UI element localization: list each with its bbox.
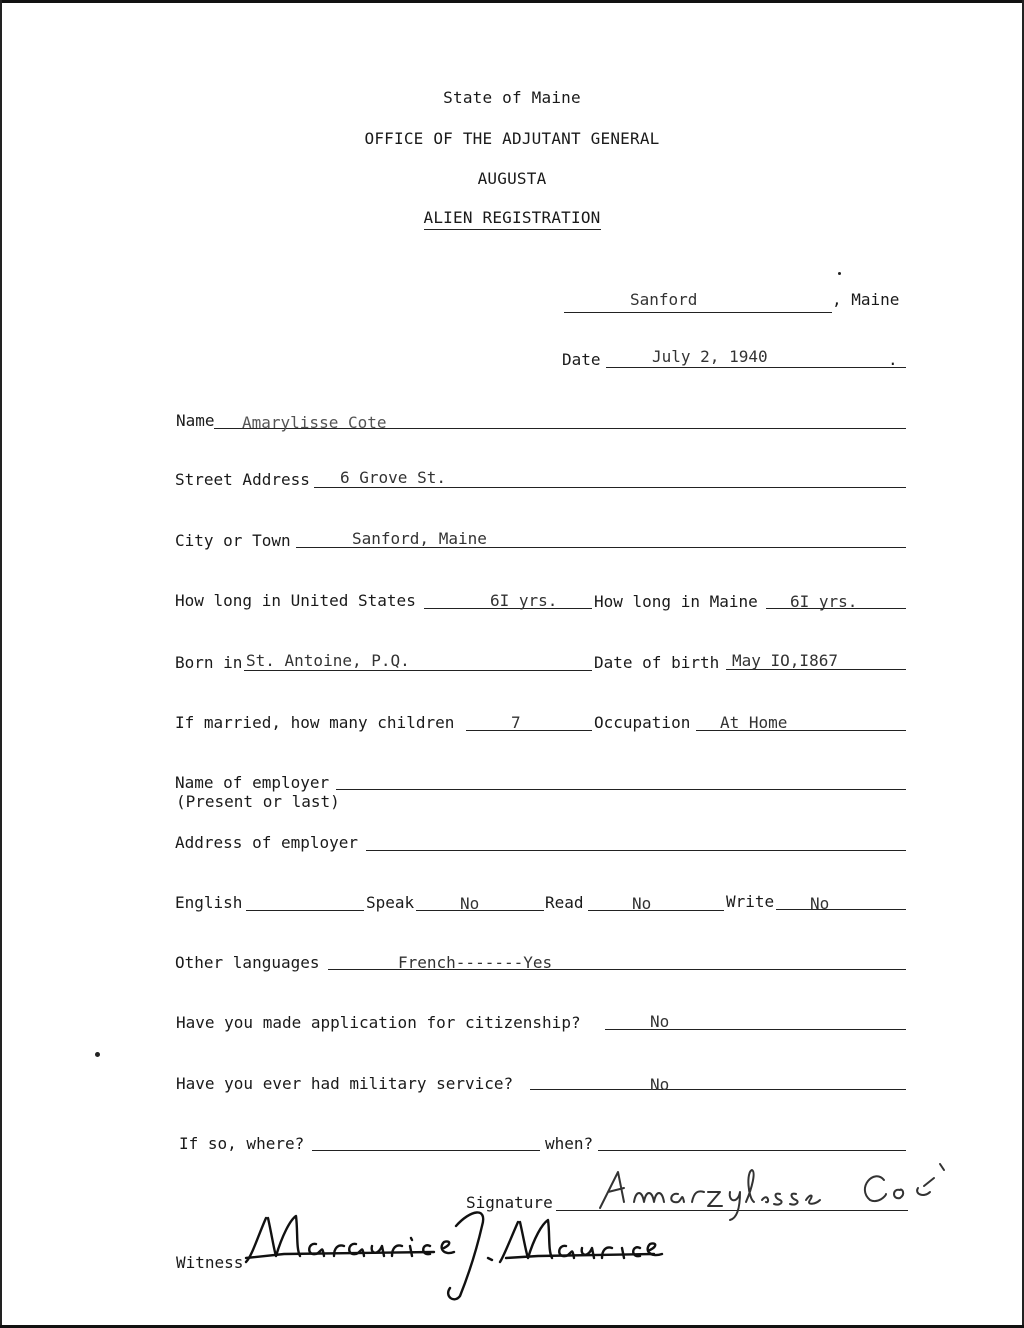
- location-state: , Maine: [832, 290, 900, 309]
- english-label: English: [175, 893, 243, 912]
- date-end-mark: .: [888, 350, 898, 369]
- state-title: State of Maine: [443, 88, 581, 107]
- read-line: [588, 910, 724, 911]
- scan-speck: [95, 1052, 100, 1057]
- other-languages-value: French-------Yes: [398, 953, 553, 972]
- born-in-value: St. Antoine, P.Q.: [246, 651, 410, 670]
- city-title: AUGUSTA: [477, 169, 547, 188]
- location-town: Sanford: [630, 290, 698, 309]
- signature-label: Signature: [466, 1193, 553, 1212]
- speak-label: Speak: [366, 893, 415, 912]
- date-value: July 2, 1940: [652, 347, 768, 366]
- born-in-line: [244, 670, 592, 671]
- name-label: Name: [176, 411, 215, 430]
- employer-address-label: Address of employer: [175, 833, 359, 852]
- when-label: when?: [545, 1134, 594, 1153]
- city-town-value: Sanford, Maine: [352, 529, 487, 548]
- date-line: [606, 367, 906, 368]
- english-line: [246, 910, 364, 911]
- military-label: Have you ever had military service?: [176, 1074, 514, 1093]
- write-value: No: [810, 894, 830, 913]
- employer-name-label: Name of employer: [175, 773, 330, 792]
- form-title-text: ALIEN REGISTRATION: [424, 208, 601, 230]
- years-maine-label: How long in Maine: [594, 592, 758, 611]
- years-us-value: 6I yrs.: [490, 591, 558, 610]
- speak-line: [416, 910, 544, 911]
- military-line: [530, 1089, 906, 1090]
- date-of-birth-value: May IO,I867: [732, 651, 838, 670]
- children-line: [466, 730, 592, 731]
- name-value: Amarylisse Cote: [242, 413, 387, 432]
- employer-name-line: [336, 789, 906, 790]
- read-value: No: [632, 894, 652, 913]
- citizenship-label: Have you made application for citizenship?: [176, 1013, 581, 1032]
- years-us-label: How long in United States: [175, 591, 416, 610]
- scan-border-left: [0, 0, 2, 1328]
- write-line: [776, 909, 906, 910]
- military-value: No: [650, 1075, 670, 1094]
- other-languages-label: Other languages: [175, 953, 320, 972]
- where-line: [312, 1150, 540, 1151]
- where-label: If so, where?: [179, 1134, 305, 1153]
- witness-handwriting: [238, 1196, 678, 1306]
- street-address-line: [314, 487, 906, 488]
- speak-value: No: [460, 894, 480, 913]
- witness-label: Witness: [176, 1253, 244, 1272]
- date-label: Date: [562, 350, 601, 369]
- employer-address-line: [366, 850, 906, 851]
- office-title: OFFICE OF THE ADJUTANT GENERAL: [364, 129, 660, 148]
- scan-speck: [838, 272, 841, 275]
- street-address-value: 6 Grove St.: [340, 468, 446, 487]
- write-label: Write: [726, 892, 775, 911]
- city-town-label: City or Town: [175, 531, 291, 550]
- form-title: [0, 208, 1024, 227]
- occupation-value: At Home: [720, 713, 788, 732]
- street-address-label: Street Address: [175, 470, 310, 489]
- when-line: [598, 1150, 906, 1151]
- children-label: If married, how many children: [175, 713, 455, 732]
- scan-border-top: [0, 0, 1024, 3]
- date-of-birth-label: Date of birth: [594, 653, 720, 672]
- employer-name-sublabel: (Present or last): [176, 792, 340, 811]
- occupation-label: Occupation: [594, 713, 691, 732]
- citizenship-value: No: [650, 1012, 670, 1031]
- location-line: [564, 312, 832, 313]
- years-maine-value: 6I yrs.: [790, 592, 858, 611]
- children-value: 7: [511, 713, 521, 732]
- born-in-label: Born in: [175, 653, 243, 672]
- read-label: Read: [545, 893, 584, 912]
